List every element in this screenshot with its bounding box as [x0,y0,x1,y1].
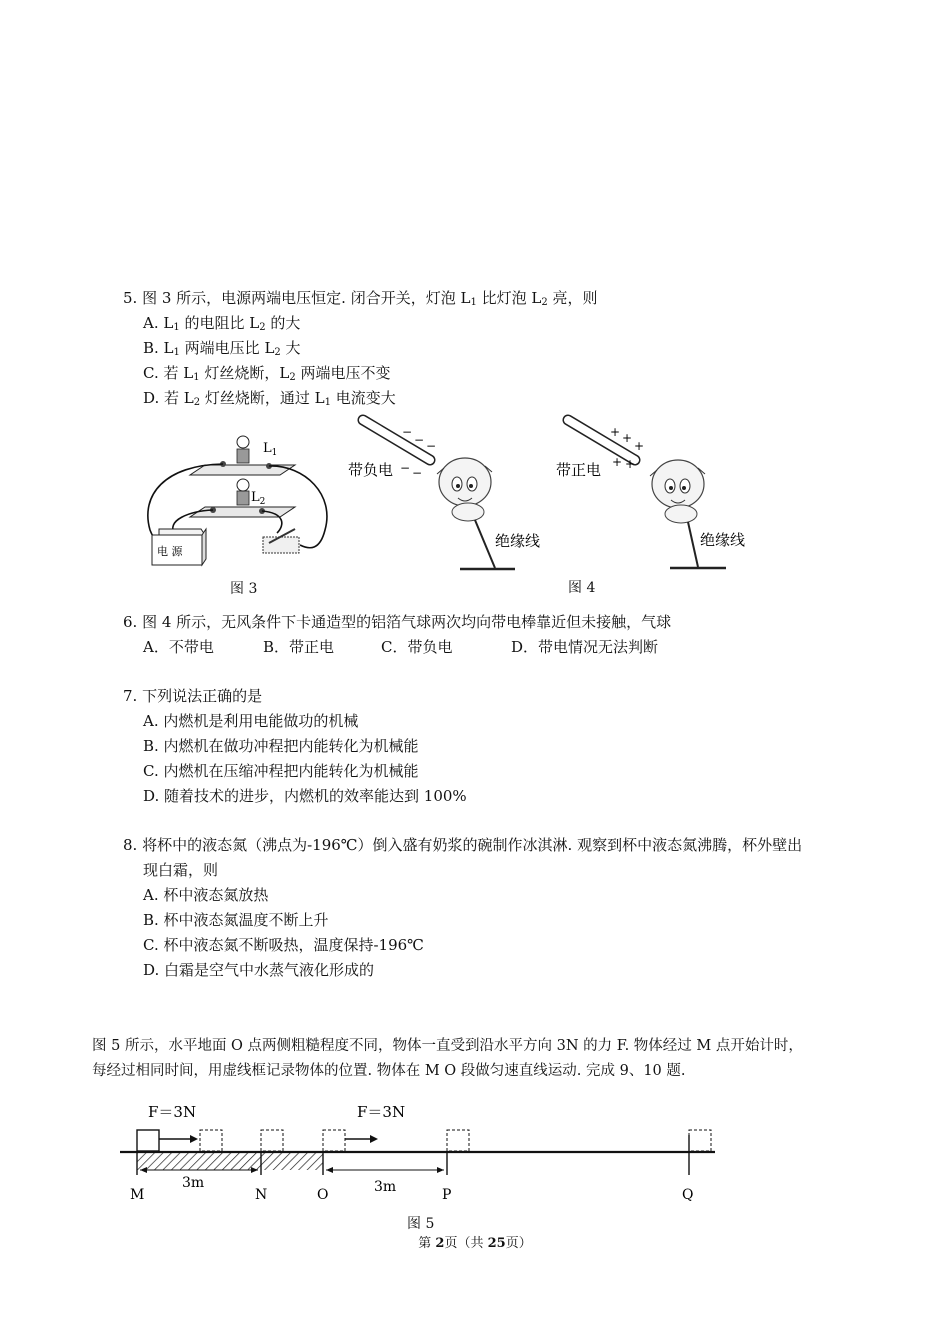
q6-stem: 6. 图 4 所示，无风条件下卡通造型的铝箔气球两次均向带电棒靠近但未接触，气球 [123,613,672,631]
q8-stem-line1: 8. 将杯中的液态氮（沸点为-196℃）倒入盛有奶浆的碗制作冰淇淋. 观察到杯中液态氮沸腾，杯外壁出 [123,836,803,854]
plus-sign: + [612,455,623,469]
figure-4-balloons [340,410,760,575]
q7-option-a: A. 内燃机是利用电能做功的机械 [143,712,359,730]
q5-stem [123,288,597,308]
lamp1-base [237,449,249,463]
right-charge-label: 带正电 [556,461,602,479]
q5-option-b [143,338,301,358]
power-supply-top [159,529,205,535]
distance-op: 3m [374,1179,397,1195]
option-text: 两端电压比 L [179,339,275,357]
dashed-position-box [323,1130,345,1151]
subscript: 2 [541,297,548,308]
q8-option-d: D. 白霜是空气中水蒸气液化形成的 [143,961,375,979]
point-label-m: M [130,1187,145,1203]
subscript: 2 [289,372,296,383]
page-number-text: 页（共 [444,1236,488,1251]
q7-option-d: D. 随着技术的进步，内燃机的效率能达到 100% [143,787,467,805]
q5-option-a [143,313,300,333]
dashed-position-box [689,1130,711,1151]
figure-4-caption: 图 4 [568,580,596,596]
left-charge-label: 带负电 [348,461,394,479]
rough-ground-hatch [137,1152,323,1170]
minus-sign: − [414,433,425,447]
arrow-head-icon [437,1167,444,1173]
q6-option-c: C．带负电 [381,638,453,656]
q8-option-b: B. 杯中液态氮温度不断上升 [143,911,329,929]
q6-option-a: A．不带电 [143,638,214,656]
option-text: 两端电压不变 [295,364,391,382]
page-number-text: 页） [505,1236,532,1251]
lamp2-base [237,491,249,505]
q7-stem: 7. 下列说法正确的是 [123,687,263,705]
q7-option-b: B. 内燃机在做功冲程把内能转化为机械能 [143,737,419,755]
dashed-position-box [200,1130,222,1151]
plus-sign: + [622,431,633,445]
total-pages: 25 [487,1236,506,1251]
minus-sign: − [412,466,423,480]
q8-stem-line2: 现白霜，则 [143,861,219,879]
option-text: C. 若 L [143,364,194,382]
option-text: 电流变大 [331,389,396,407]
q5-stem-text: 亮，则 [547,289,598,307]
subscript: 1 [193,372,200,383]
dashed-position-box [447,1130,469,1151]
balloon-cartoon-right [650,460,705,523]
q7-option-c: C. 内燃机在压缩冲程把内能转化为机械能 [143,762,419,780]
plus-sign: + [610,425,621,439]
q8-option-a: A. 杯中液态氮放热 [143,886,269,904]
figure-5-caption: 图 5 [407,1216,435,1232]
lamp1-bulb-icon [237,436,249,448]
option-text: 灯丝烧断，L [199,364,290,382]
plus-sign: + [634,439,645,453]
minus-sign: − [426,439,437,453]
arrow-head-icon [370,1135,378,1143]
force-label-2: F＝3N [357,1103,406,1121]
q6-options [143,637,658,657]
option-text: 的电阻比 L [179,314,260,332]
subscript: 1 [324,397,332,408]
option-text: B. L [143,339,174,357]
q6-option-b: B．带正电 [263,638,335,656]
minus-sign: − [402,425,413,439]
lamp2-bulb-icon [237,479,249,491]
minus-sign: − [400,461,411,475]
lamp2-label: $L_2$ [251,490,266,507]
plus-sign: + [625,457,636,471]
insulating-thread-left [475,520,495,568]
intro-line2: 每经过相同时间，用虚线框记录物体的位置. 物体在 M O 段做匀速直线运动. 完成 9、10 题. [92,1063,686,1079]
figure-3-circuit [135,425,335,575]
option-text: 灯丝烧断，通过 L [200,389,325,407]
insulating-thread-right [688,522,698,567]
subscript: 1 [173,322,180,333]
point-label-p: P [442,1187,452,1203]
lamp2-board [190,507,295,517]
point-label-q: Q [682,1187,694,1203]
thread-label-left: 绝缘线 [495,532,541,550]
point-label-o: O [317,1187,329,1203]
switch-base [263,537,299,553]
page-number [0,1232,950,1251]
q6-option-d: D．带电情况无法判断 [511,638,659,656]
arrow-head-icon [190,1135,198,1143]
current-page: 2 [435,1236,445,1251]
arrow-head-icon [326,1167,333,1173]
force-label-1: F＝3N [148,1103,197,1121]
figure-3-caption: 图 3 [230,581,258,597]
power-supply-label: 电 源 [157,545,183,558]
intro-line1: 图 5 所示，水平地面 O 点两侧粗糙程度不同，物体一直受到沿水平方向 3N 的力 F. 物体经过 M 点开始计时， [92,1038,803,1054]
figure-5-motion [110,1095,730,1210]
dashed-position-box [261,1130,283,1151]
option-text: 的大 [265,314,301,332]
q5-stem-text: 比灯泡 L [476,289,542,307]
q5-option-c [143,363,390,383]
option-text: D. 若 L [143,389,194,407]
subscript: 2 [193,397,201,408]
object-at-m [137,1130,159,1151]
thread-label-right: 绝缘线 [700,531,746,549]
point-label-n: N [255,1187,268,1203]
subscript: 1 [173,347,180,358]
option-text: A. L [143,314,174,332]
q8-option-c: C. 杯中液态氮不断吸热，温度保持-196℃ [143,936,424,954]
subscript: 2 [259,322,266,333]
lamp1-label: $L_1$ [263,441,278,458]
subscript: 1 [470,297,477,308]
q5-option-d [143,388,396,408]
distance-mn: 3m [182,1175,205,1191]
balloon-cartoon-left [437,458,492,521]
power-supply-side [202,529,206,565]
subscript: 2 [274,347,281,358]
page-number-text: 第 [418,1236,436,1251]
option-text: 大 [280,339,301,357]
q5-stem-text: 5. 图 3 所示，电源两端电压恒定. 闭合开关，灯泡 L [123,289,471,307]
